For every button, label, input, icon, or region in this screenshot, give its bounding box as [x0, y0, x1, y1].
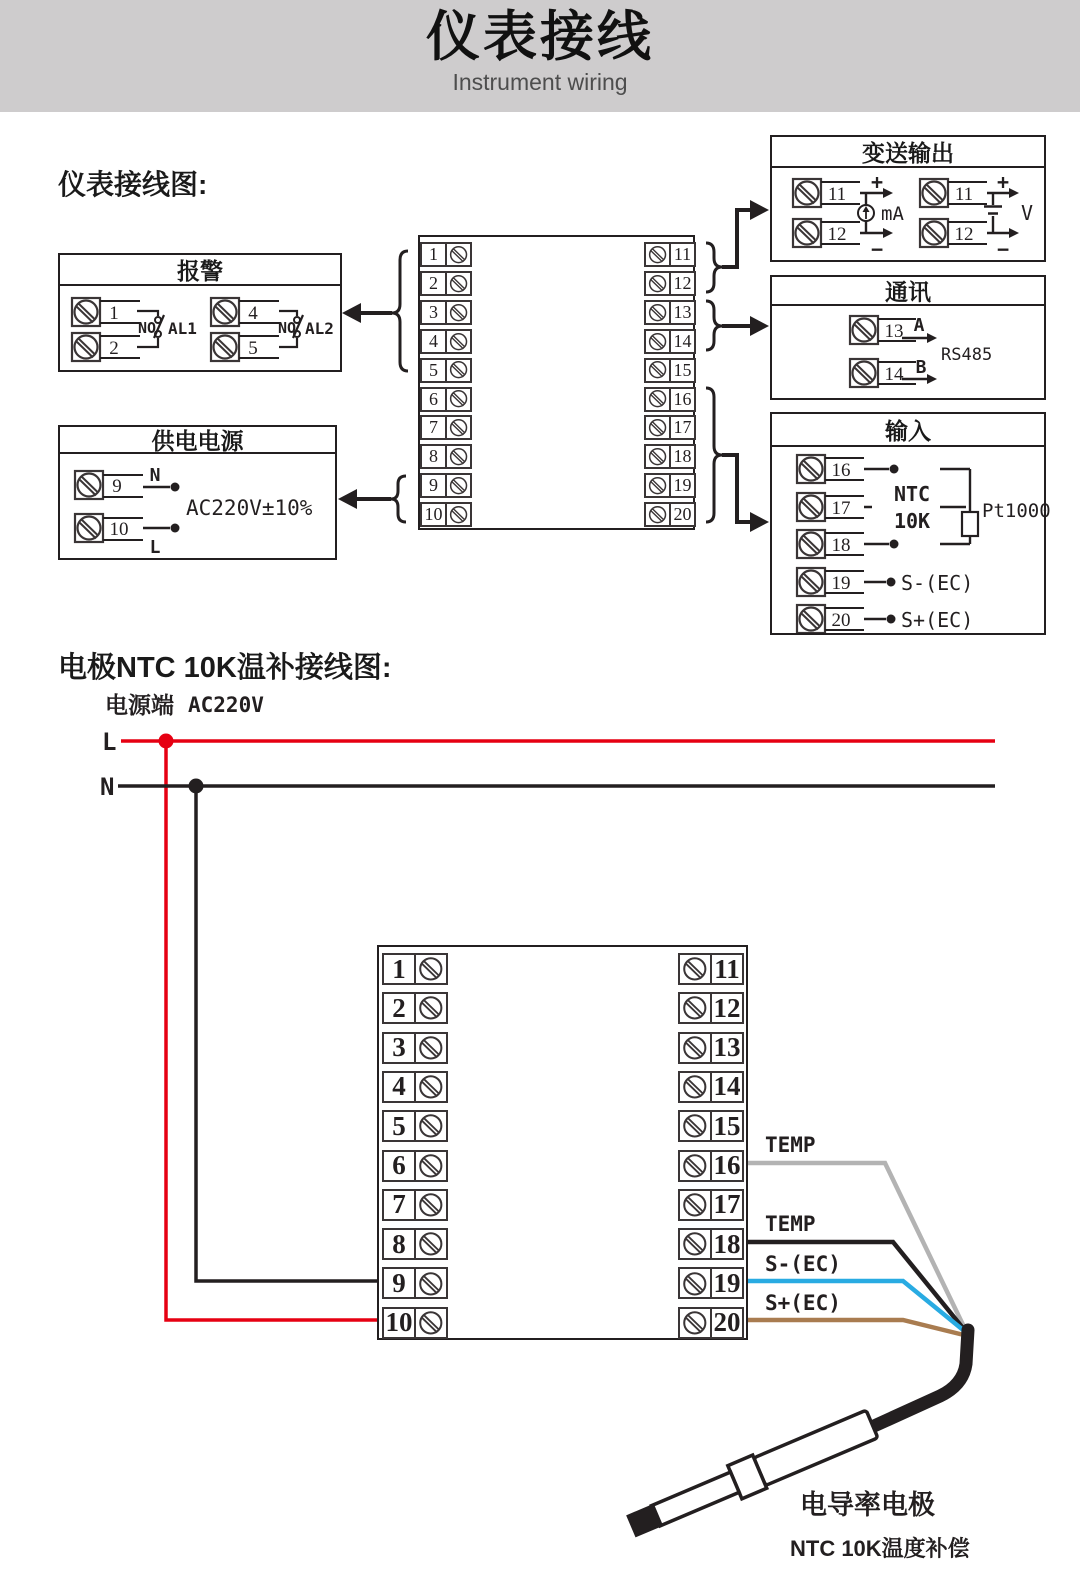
output-v-terminal-11: 11 [954, 184, 974, 205]
terminal-number: 8 [382, 1228, 416, 1260]
terminal-number: 7 [382, 1189, 416, 1221]
comm-brace-connector [706, 301, 769, 350]
alarm-box-title: 报警 [60, 255, 340, 286]
electrode-note: NTC 10K温度补偿 [790, 1536, 970, 1561]
power-box [58, 425, 337, 560]
terminal-number: 12 [669, 271, 696, 296]
screw-terminal-icon [678, 1071, 712, 1103]
terminal-number: 11 [710, 953, 744, 985]
terminal-number: 12 [710, 992, 744, 1024]
terminal-row [382, 1032, 448, 1064]
line-n-label: N [100, 773, 115, 801]
terminal-row [678, 992, 744, 1024]
terminal-row [644, 329, 696, 354]
screw-terminal-icon [445, 242, 472, 267]
terminal-row [420, 415, 472, 440]
screw-terminal-icon [678, 1032, 712, 1064]
line-l-label: L [102, 728, 117, 756]
input-ntc-line2: 10K [893, 509, 931, 533]
terminal-row [678, 1150, 744, 1182]
output-ma-terminal-12: 12 [827, 224, 847, 245]
power-terminal-10: 10 [109, 519, 129, 540]
output-ma-minus: − [870, 237, 884, 261]
terminal-row [678, 1032, 744, 1064]
screw-terminal-icon [414, 1267, 448, 1299]
terminal-number: 10 [382, 1307, 416, 1339]
output-v-unit: V [1021, 201, 1034, 225]
alarm-name-al1: AL1 [168, 319, 197, 338]
alarm-arrowhead [342, 303, 361, 323]
diagram1-label: 仪表接线图: [58, 169, 208, 200]
terminal-row [420, 358, 472, 383]
screw-terminal-icon [414, 1228, 448, 1260]
terminal-number: 19 [669, 473, 696, 498]
screw-terminal-icon [678, 1267, 712, 1299]
electrode-cable [874, 1330, 968, 1426]
wire-label-s-minus: S-(EC) [765, 1252, 841, 1276]
terminal-number: 18 [710, 1228, 744, 1260]
input-terminal-18: 18 [831, 535, 851, 556]
input-terminal-17: 17 [831, 498, 851, 519]
screw-terminal-icon [445, 502, 472, 527]
output-brace-connector [706, 200, 769, 292]
terminal-row [420, 271, 472, 296]
terminal-row [382, 1071, 448, 1103]
power-brace [338, 476, 406, 522]
comm-box [770, 275, 1046, 400]
screw-terminal-icon [678, 1307, 712, 1339]
input-s-minus-label: S-(EC) [901, 571, 974, 595]
terminal-number: 3 [420, 300, 447, 325]
terminal-number: 16 [710, 1150, 744, 1182]
terminal-row [644, 387, 696, 412]
comm-b-label: B [915, 357, 927, 378]
screw-terminal-icon [644, 329, 671, 354]
terminal-number: 17 [710, 1189, 744, 1221]
output-ma-terminal-11: 11 [827, 184, 847, 205]
input-s-plus-label: S+(EC) [901, 608, 974, 632]
terminal-row [420, 300, 472, 325]
output-box [770, 135, 1046, 262]
terminal-number: 1 [382, 953, 416, 985]
screw-terminal-icon [445, 415, 472, 440]
terminal-number: 14 [710, 1071, 744, 1103]
screw-terminal-icon [644, 358, 671, 383]
screw-terminal-icon [445, 358, 472, 383]
terminal-number: 20 [669, 502, 696, 527]
terminal-number: 19 [710, 1267, 744, 1299]
screw-terminal-icon [445, 329, 472, 354]
terminal-row [420, 473, 472, 498]
screw-terminal-icon [445, 387, 472, 412]
input-terminal-19: 19 [831, 573, 851, 594]
electrode-name: 电导率电极 [800, 1490, 935, 1520]
input-ntc-line1: NTC [893, 482, 931, 506]
screw-terminal-icon [445, 444, 472, 469]
output-v-minus: − [996, 237, 1010, 261]
terminal-row [420, 502, 472, 527]
diagram2-heading: 电极NTC 10K温补接线图: [58, 652, 392, 684]
conductivity-electrode [625, 1407, 879, 1542]
terminal-row [644, 502, 696, 527]
terminal-number: 13 [669, 300, 696, 325]
terminal-row [382, 953, 448, 985]
terminal-row [644, 444, 696, 469]
terminal-row [382, 1307, 448, 1339]
page-title: 仪表接线 [426, 7, 654, 67]
terminal-row [644, 242, 696, 267]
screw-terminal-icon [644, 444, 671, 469]
center-terminal-block [418, 235, 695, 530]
input-box [770, 412, 1046, 635]
terminal-number: 8 [420, 444, 447, 469]
power-terminal-9: 9 [112, 476, 122, 497]
input-pt-label: Pt1000 [982, 500, 1051, 522]
terminal-number: 1 [420, 242, 447, 267]
source-voltage-label: AC220V [188, 693, 264, 717]
screw-terminal-icon [644, 387, 671, 412]
screw-terminal-icon [644, 473, 671, 498]
terminal-row [420, 444, 472, 469]
terminal-number: 13 [710, 1032, 744, 1064]
terminal-number: 5 [420, 358, 447, 383]
output-box-title: 变送输出 [772, 137, 1044, 168]
wire-label-s-plus: S+(EC) [765, 1291, 841, 1315]
terminal-row [678, 1189, 744, 1221]
screw-terminal-icon [644, 300, 671, 325]
screw-terminal-icon [414, 1150, 448, 1182]
comm-a-label: A [913, 315, 925, 336]
output-v-terminal-12: 12 [954, 224, 974, 245]
screw-terminal-icon [678, 1110, 712, 1142]
wire-label-temp-2: TEMP [765, 1212, 816, 1236]
screw-terminal-icon [678, 1189, 712, 1221]
screw-terminal-icon [678, 1228, 712, 1260]
terminal-row [678, 1071, 744, 1103]
terminal-row [382, 1267, 448, 1299]
power-box-title: 供电电源 [60, 427, 335, 454]
terminal-number: 15 [669, 358, 696, 383]
screw-terminal-icon [414, 1071, 448, 1103]
input-brace-connector [706, 388, 769, 532]
alarm-brace [342, 251, 408, 371]
terminal-row [382, 1189, 448, 1221]
input-terminal-16: 16 [831, 460, 851, 481]
output-ma-unit: mA [881, 203, 904, 225]
source-label: 电源端 [105, 692, 174, 718]
terminal-number: 6 [420, 387, 447, 412]
terminal-number: 5 [382, 1110, 416, 1142]
sensor-wires [748, 1133, 968, 1336]
terminal-number: 16 [669, 387, 696, 412]
screw-terminal-icon [445, 271, 472, 296]
terminal-row [678, 1267, 744, 1299]
wire-label-temp-1: TEMP [765, 1133, 816, 1157]
power-voltage-label: AC220V±10% [186, 496, 313, 520]
terminal-number: 2 [382, 992, 416, 1024]
screw-terminal-icon [644, 271, 671, 296]
page-subtitle: Instrument wiring [452, 69, 628, 96]
terminal-number: 11 [669, 242, 696, 267]
terminal-row [644, 271, 696, 296]
terminal-row [678, 1110, 744, 1142]
comm-terminal-14: 14 [884, 364, 904, 385]
terminal-number: 14 [669, 329, 696, 354]
terminal-row [678, 953, 744, 985]
alarm-contact-label-2: NO [277, 319, 297, 337]
power-arrowhead [338, 489, 357, 509]
terminal-number: 9 [420, 473, 447, 498]
screw-terminal-icon [414, 1189, 448, 1221]
screw-terminal-icon [678, 992, 712, 1024]
terminal-number: 15 [710, 1110, 744, 1142]
terminal-number: 2 [420, 271, 447, 296]
terminal-row [644, 415, 696, 440]
terminal-row [382, 1150, 448, 1182]
terminal-row [382, 992, 448, 1024]
alarm-box [58, 253, 342, 372]
input-arrowhead [750, 512, 769, 532]
terminal-row [420, 242, 472, 267]
screw-terminal-icon [414, 1110, 448, 1142]
terminal-number: 4 [420, 329, 447, 354]
power-l-label: L [149, 537, 161, 558]
alarm-name-al2: AL2 [305, 319, 334, 338]
terminal-row [420, 387, 472, 412]
terminal-number: 18 [669, 444, 696, 469]
terminal-number: 17 [669, 415, 696, 440]
screw-terminal-icon [644, 502, 671, 527]
comm-protocol-label: RS485 [941, 345, 993, 365]
screw-terminal-icon [644, 415, 671, 440]
power-n-label: N [149, 465, 161, 486]
screw-terminal-icon [414, 1307, 448, 1339]
comm-terminal-13: 13 [884, 321, 904, 342]
screw-terminal-icon [445, 473, 472, 498]
terminal-row [644, 473, 696, 498]
screw-terminal-icon [445, 300, 472, 325]
alarm-terminal-1: 1 [109, 303, 119, 324]
wiring-terminal-block [377, 945, 748, 1340]
terminal-number: 3 [382, 1032, 416, 1064]
alarm-terminal-2: 2 [109, 338, 119, 359]
screw-terminal-icon [414, 1032, 448, 1064]
input-box-title: 输入 [772, 414, 1044, 447]
terminal-number: 10 [420, 502, 447, 527]
screw-terminal-icon [414, 992, 448, 1024]
input-terminal-20: 20 [831, 610, 851, 631]
output-v-plus: + [996, 170, 1010, 194]
screw-terminal-icon [644, 242, 671, 267]
terminal-row [382, 1228, 448, 1260]
comm-box-title: 通讯 [772, 277, 1044, 306]
terminal-number: 7 [420, 415, 447, 440]
terminal-number: 20 [710, 1307, 744, 1339]
alarm-terminal-4: 4 [248, 303, 258, 324]
alarm-contact-label-1: NO [137, 319, 157, 337]
terminal-number: 6 [382, 1150, 416, 1182]
terminal-row [644, 358, 696, 383]
terminal-row [678, 1307, 744, 1339]
terminal-row [644, 300, 696, 325]
output-ma-plus: + [870, 170, 884, 194]
terminal-row [382, 1110, 448, 1142]
terminal-number: 9 [382, 1267, 416, 1299]
screw-terminal-icon [414, 953, 448, 985]
comm-arrowhead [750, 316, 769, 336]
output-arrowhead [750, 200, 769, 220]
terminal-row [678, 1228, 744, 1260]
screw-terminal-icon [678, 1150, 712, 1182]
screw-terminal-icon [678, 953, 712, 985]
terminal-row [420, 329, 472, 354]
alarm-terminal-5: 5 [248, 338, 258, 359]
terminal-number: 4 [382, 1071, 416, 1103]
